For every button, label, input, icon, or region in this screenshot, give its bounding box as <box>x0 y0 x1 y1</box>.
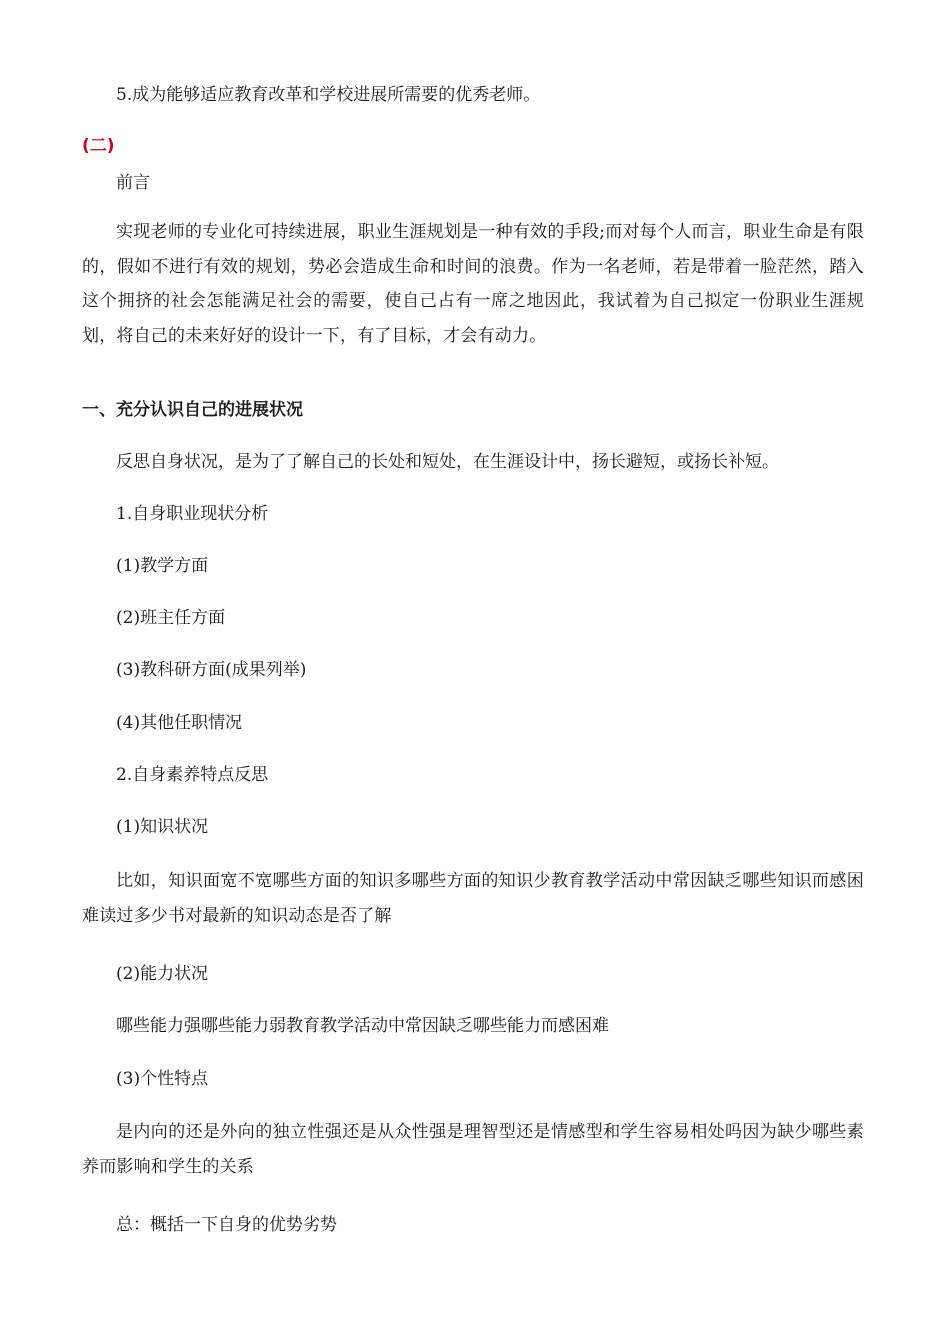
subheading-2: 2.自身素养特点反思 <box>116 765 269 785</box>
subitem-1-3: (3)教科研方面(成果列举) <box>116 660 307 680</box>
subitem-2-1: (1)知识状况 <box>116 817 209 837</box>
subitem-1-4: (4)其他任职情况 <box>116 713 243 733</box>
reflect-intro: 反思自身状况，是为了了解自己的长处和短处，在生涯设计中，扬长避短，或扬长补短。 <box>116 452 779 472</box>
section-two-heading: (二) <box>82 136 115 156</box>
knowledge-paragraph: 比如，知识面宽不宽哪些方面的知识多哪些方面的知识少教育教学活动中常因缺乏哪些知识而感困难读过多少书对最新的知识动态是否了解 <box>82 871 864 926</box>
subitem-1-1: (1)教学方面 <box>116 556 209 576</box>
subitem-2-2: (2)能力状况 <box>116 964 209 984</box>
personality-paragraph: 是内向的还是外向的独立性强还是从众性强是理智型还是情感型和学生容易相处吗因为缺少哪些素养而影响和学生的关系 <box>82 1122 864 1177</box>
summary-line: 总：概括一下自身的优势劣势 <box>116 1215 337 1235</box>
list-item-5: 5.成为能够适应教育改革和学校进展所需要的优秀老师。 <box>116 85 541 105</box>
subheading-1: 1.自身职业现状分析 <box>116 504 269 524</box>
subitem-1-2: (2)班主任方面 <box>116 608 226 628</box>
section-heading-one: 一、充分认识自己的进展状况 <box>82 400 303 420</box>
ability-paragraph: 哪些能力强哪些能力弱教育教学活动中常因缺乏哪些能力而感困难 <box>116 1016 609 1036</box>
preface-title: 前言 <box>116 173 150 193</box>
preface-paragraph: 实现老师的专业化可持续进展，职业生涯规划是一种有效的手段;而对每个人而言，职业生命是有限的，假如不进行有效的规划，势必会造成生命和时间的浪费。作为一名老师，若是带着一脸茫然，踏入这个拥挤的社会怎能满足社会的需要，使自己占有一席之地因此，我试着为自己拟定一份职业生涯规划，将自己的未来好好的设计一下，有了目标，才会有动力。 <box>82 222 864 346</box>
subitem-2-3: (3)个性特点 <box>116 1069 209 1089</box>
